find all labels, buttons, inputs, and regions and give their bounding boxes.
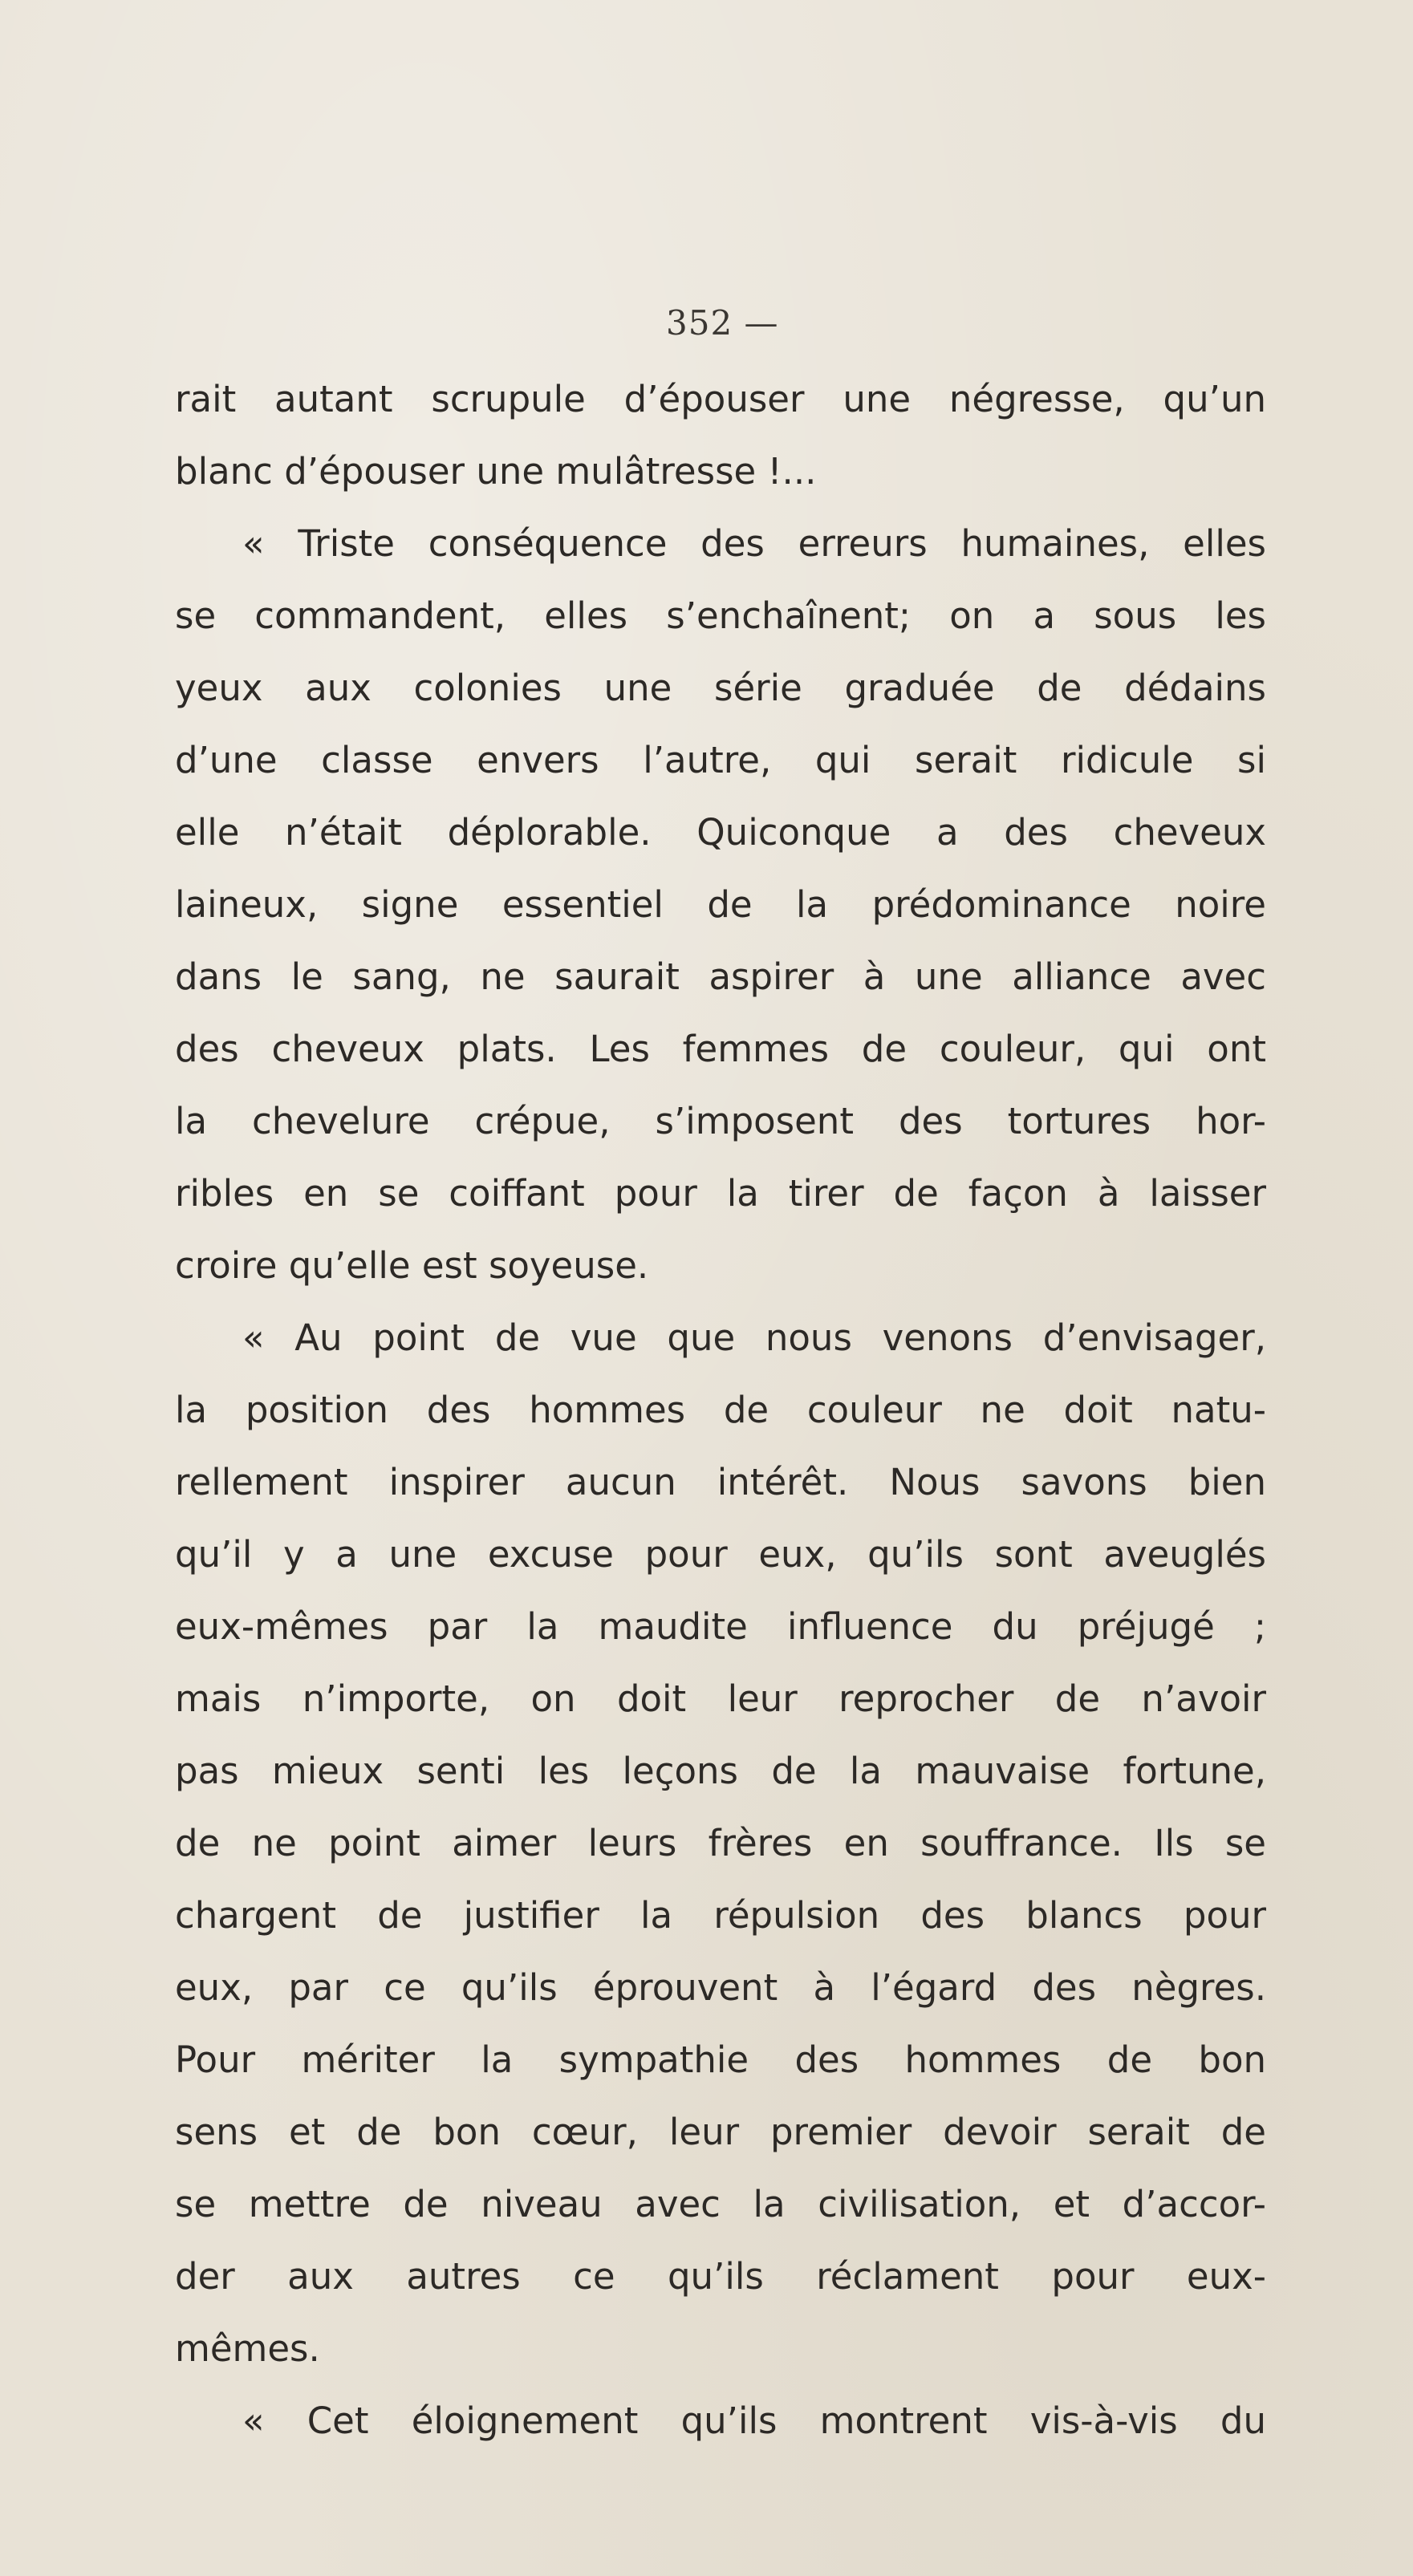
text-line: sens et de bon cœur, leur premier devoir serait de bbox=[175, 2111, 1266, 2153]
text-line: laineux, signe essentiel de la prédominance noire bbox=[175, 883, 1266, 926]
text-line: la chevelure crépue, s’imposent des tortures hor- bbox=[175, 1100, 1266, 1142]
text-line: blanc d’épouser une mulâtresse !... bbox=[175, 450, 817, 493]
text-line: qu’il y a une excuse pour eux, qu’ils sont aveuglés bbox=[175, 1533, 1266, 1576]
text-line: rait autant scrupule d’épouser une négresse, qu’un bbox=[175, 378, 1266, 420]
text-line: mais n’importe, on doit leur reprocher de n’avoir bbox=[175, 1677, 1266, 1720]
text-line: la position des hommes de couleur ne doit natu- bbox=[175, 1389, 1266, 1431]
text-line: des cheveux plats. Les femmes de couleur, qui ont bbox=[175, 1028, 1266, 1070]
text-line: chargent de justifier la répulsion des blancs pour bbox=[175, 1894, 1266, 1937]
paragraph-start-line: « Au point de vue que nous venons d’envisager, bbox=[242, 1316, 1266, 1359]
paragraph-start-line: « Cet éloignement qu’ils montrent vis-à-vis du bbox=[242, 2400, 1266, 2442]
text-line: elle n’était déplorable. Quiconque a des cheveux bbox=[175, 811, 1266, 854]
text-line: dans le sang, ne saurait aspirer à une alliance avec bbox=[175, 955, 1266, 998]
text-line: eux, par ce qu’ils éprouvent à l’égard des nègres. bbox=[175, 1966, 1266, 2009]
text-line: pas mieux senti les leçons de la mauvaise fortune, bbox=[175, 1750, 1266, 1792]
page-number: 352 — bbox=[666, 303, 779, 343]
text-line: se commandent, elles s’enchaînent; on a sous les bbox=[175, 594, 1266, 637]
text-line: croire qu’elle est soyeuse. bbox=[175, 1244, 649, 1287]
text-line: ribles en se coiffant pour la tirer de façon à laisser bbox=[175, 1172, 1266, 1215]
paragraph-start-line: « Triste conséquence des erreurs humaines, elles bbox=[242, 522, 1266, 565]
text-line: rellement inspirer aucun intérêt. Nous savons bien bbox=[175, 1461, 1266, 1503]
text-line: de ne point aimer leurs frères en souffrance. Ils se bbox=[175, 1822, 1266, 1864]
text-line: der aux autres ce qu’ils réclament pour eux- bbox=[175, 2255, 1266, 2298]
text-line: Pour mériter la sympathie des hommes de bon bbox=[175, 2038, 1266, 2081]
text-line: yeux aux colonies une série graduée de dédains bbox=[175, 667, 1266, 709]
text-line: d’une classe envers l’autre, qui serait ridicule si bbox=[175, 739, 1266, 781]
text-line: eux-mêmes par la maudite influence du préjugé ; bbox=[175, 1605, 1266, 1648]
text-line: se mettre de niveau avec la civilisation, et d’accor- bbox=[175, 2183, 1266, 2225]
text-line: mêmes. bbox=[175, 2327, 320, 2370]
body-text bbox=[175, 363, 1266, 2457]
